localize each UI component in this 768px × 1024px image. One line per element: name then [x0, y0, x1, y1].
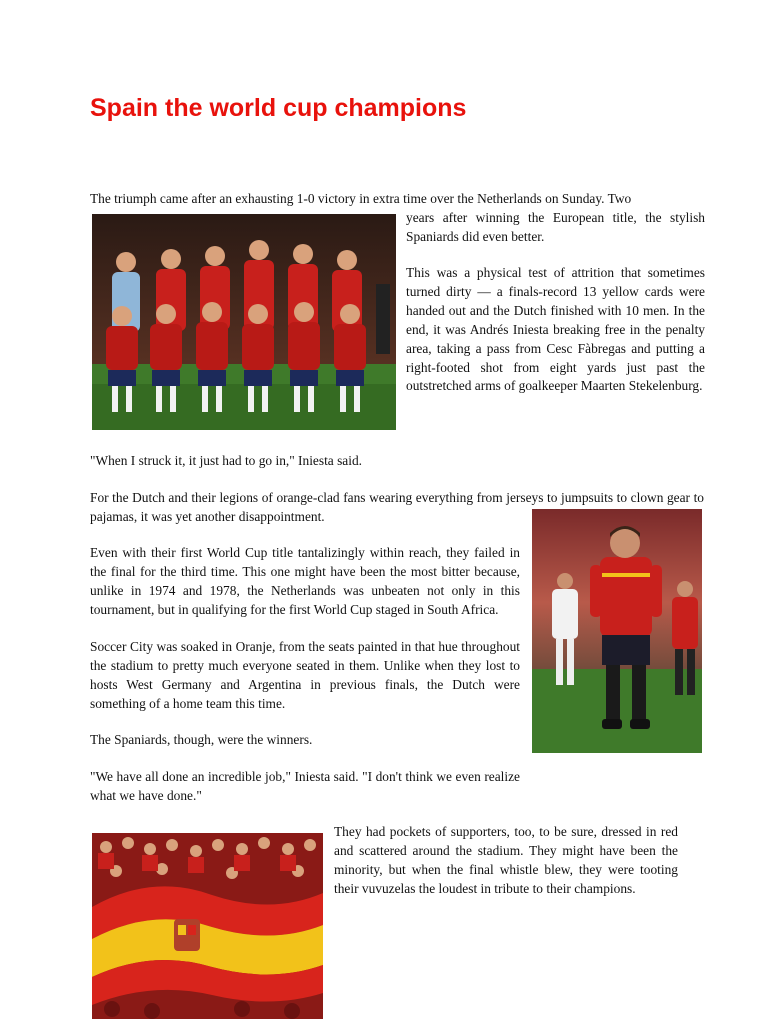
paragraph-7: The Spaniards, though, were the winners.	[90, 732, 313, 747]
player-photo	[532, 509, 702, 753]
paragraph-8: "We have all done an incredible job," Iniesta said. "I don't think we even realize what we have done."	[90, 769, 520, 803]
paragraph-3: "When I struck it, it just had to go in," Iniesta said.	[90, 453, 363, 468]
paragraph-5: Even with their first World Cup title tantalizingly within reach, they failed in the final for the third time. This one might have been the most bitter because, unlike in 1974 and 1978, the Netherlands was unbeaten not only in this tournament, but in qualifying for the first World Cup staged in South Africa.	[90, 545, 520, 617]
paragraph-4: For the Dutch and their legions of orange-clad fans wearing everything from jerseys to jumpsuits to clown gear to pajamas, it was yet another disappointment.	[90, 490, 704, 524]
paragraph-6: Soccer City was soaked in Oranje, from the seats painted in that hue throughout the stadium to pretty much everyone seated in them. Unlike when they lost to hosts West Germany and Argentina in previous finals, the Dutch were something of a home team this time.	[90, 639, 520, 711]
paragraph-1-continued: years after winning the European title, the stylish Spaniards did even better.	[406, 210, 705, 244]
team-photo	[92, 214, 396, 430]
paragraph-1-lead: The triumph came after an exhausting 1-0 victory in extra time over the Netherlands on Sunday. Two	[90, 191, 632, 206]
paragraph-9: They had pockets of supporters, too, to be sure, dressed in red and scattered around the stadium. They might have been the minority, but when the final whistle blew, they were tooting their vuvuzelas the loudest in tribute to their champions.	[334, 824, 678, 896]
fans-flag-photo	[92, 833, 323, 1019]
paragraph-2: This was a physical test of attrition that sometimes turned dirty — a finals-record 13 yellow cards were handed out and the Dutch finished with 10 men. In the end, it was Andrés Iniesta breaking free in the penalty area, taking a pass from Cesc Fàbregas and putting a right-footed shot from eight yards just past the outstretched arms of goalkeeper Maarten Stekelenburg.	[406, 265, 705, 394]
article-title: Spain the world cup champions	[90, 94, 467, 122]
